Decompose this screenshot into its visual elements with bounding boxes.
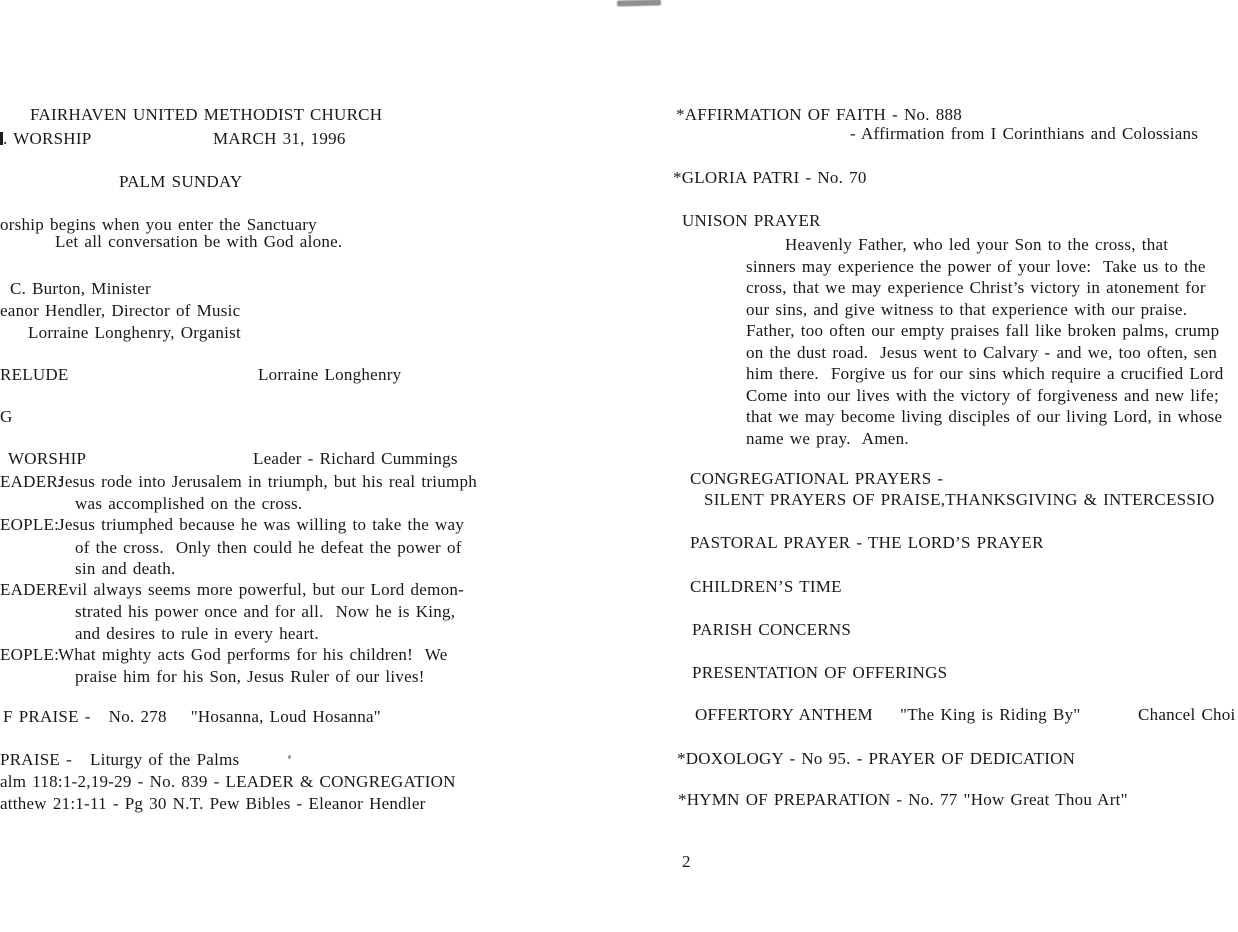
offertory-anthem-heading: OFFERTORY ANTHEM [695, 705, 873, 724]
unison-prayer-heading: UNISON PRAYER [682, 211, 821, 230]
occasion-title: PALM SUNDAY [119, 172, 243, 191]
service-date: MARCH 31, 1996 [213, 129, 346, 148]
unison-prayer-line-9: that we may become living disciples of our living Lord, in whose [746, 407, 1223, 426]
leader-2-line-3: and desires to rule in every heart. [75, 624, 319, 643]
silent-prayers-line-fragment: SILENT PRAYERS OF PRAISE,THANKSGIVING & INTERCESSIO [704, 490, 1215, 509]
leader-2-label-fragment: EADER: [0, 580, 63, 599]
hymn-of-praise-line-fragment: F PRAISE - No. 278 "Hosanna, Loud Hosanna" [3, 707, 381, 726]
gospel-reading-line-fragment: atthew 21:1-11 - Pg 30 N.T. Pew Bibles - Eleanor Hendler [0, 794, 426, 813]
sanctuary-note-line-1-fragment: orship begins when you enter the Sanctuary [0, 215, 317, 234]
organist-name: Lorraine Longhenry, Organist [28, 323, 241, 342]
sanctuary-note-line-2: Let all conversation be with God alone. [55, 232, 343, 251]
unison-prayer-line-4: our sins, and give witness to that experience with our praise. [746, 300, 1188, 319]
people-2-line-2: praise him for his Son, Jesus Ruler of our lives! [75, 667, 425, 686]
leader-1-line-1: Jesus rode into Jerusalem in triumph, but his real triumph [58, 472, 477, 491]
call-to-worship-heading-fragment: WORSHIP [8, 449, 87, 468]
church-name: FAIRHAVEN UNITED METHODIST CHURCH [30, 105, 383, 124]
minister-name-fragment: C. Burton, Minister [10, 279, 151, 298]
unison-prayer-line-1: Heavenly Father, who led your Son to the cross, that [785, 235, 1169, 254]
unison-prayer-line-8: Come into our lives with the victory of forgiveness and new life; [746, 386, 1219, 405]
hymn-of-preparation-heading: *HYMN OF PREPARATION - No. 77 "How Great Thou Art" [678, 790, 1128, 809]
music-director-name-fragment: eanor Hendler, Director of Music [0, 301, 241, 320]
pastoral-prayer-heading: PASTORAL PRAYER - THE LORD’S PRAYER [690, 533, 1044, 552]
people-1-line-1: Jesus triumphed because he was willing to take the way [58, 515, 465, 534]
presentation-of-offerings-heading: PRESENTATION OF OFFERINGS [692, 663, 948, 682]
heading-fragment-g: G [0, 407, 13, 426]
leader-1-label-fragment: EADER: [0, 472, 63, 491]
offertory-anthem-performer-fragment: Chancel Choi [1138, 705, 1236, 724]
people-2-label-fragment: EOPLE: [0, 645, 60, 664]
congregational-prayers-heading: CONGREGATIONAL PRAYERS - [690, 469, 944, 488]
offertory-anthem-title: "The King is Riding By" [900, 705, 1081, 724]
leader-2-line-1: Evil always seems more powerful, but our Lord demon- [58, 580, 464, 599]
service-label-fragment: . WORSHIP [3, 129, 92, 148]
people-1-line-2: of the cross. Only then could he defeat the power of [75, 538, 462, 557]
doxology-heading: *DOXOLOGY - No 95. - PRAYER OF DEDICATION [677, 749, 1076, 768]
praise-liturgy-line-fragment: PRAISE - Liturgy of the Palms [0, 750, 240, 769]
unison-prayer-line-7-fragment: him there. Forgive us for our sins which require a crucified Lord [746, 364, 1224, 383]
page-number: 2 [682, 852, 691, 871]
unison-prayer-line-5-fragment: Father, too often our empty praises fall like broken palms, crump [746, 321, 1220, 340]
people-2-line-1: What mighty acts God performs for his children! We [58, 645, 448, 664]
affirmation-source: - Affirmation from I Corinthians and Colossians [850, 124, 1199, 143]
gloria-patri-heading: *GLORIA PATRI - No. 70 [673, 168, 867, 187]
call-to-worship-leader: Leader - Richard Cummings [253, 449, 458, 468]
prelude-performer: Lorraine Longhenry [258, 365, 402, 384]
unison-prayer-line-2: sinners may experience the power of your love: Take us to the [746, 257, 1206, 276]
unison-prayer-line-10: name we pray. Amen. [746, 429, 909, 448]
psalm-reading-line-fragment: alm 118:1-2,19-29 - No. 839 - LEADER & CONGREGATION [0, 772, 456, 791]
leader-2-line-2: strated his power once and for all. Now he is King, [75, 602, 456, 621]
prelude-heading-fragment: RELUDE [0, 365, 69, 384]
people-1-line-3: sin and death. [75, 559, 176, 578]
people-1-label-fragment: EOPLE: [0, 515, 60, 534]
leader-1-line-2: was accomplished on the cross. [75, 494, 303, 513]
childrens-time-heading: CHILDREN’S TIME [690, 577, 842, 596]
affirmation-of-faith-heading: *AFFIRMATION OF FAITH - No. 888 [676, 105, 963, 124]
parish-concerns-heading: PARISH CONCERNS [692, 620, 852, 639]
unison-prayer-line-3: cross, that we may experience Christ’s victory in atonement for [746, 278, 1206, 297]
unison-prayer-line-6-fragment: on the dust road. Jesus went to Calvary - and we, too often, sen [746, 343, 1218, 362]
